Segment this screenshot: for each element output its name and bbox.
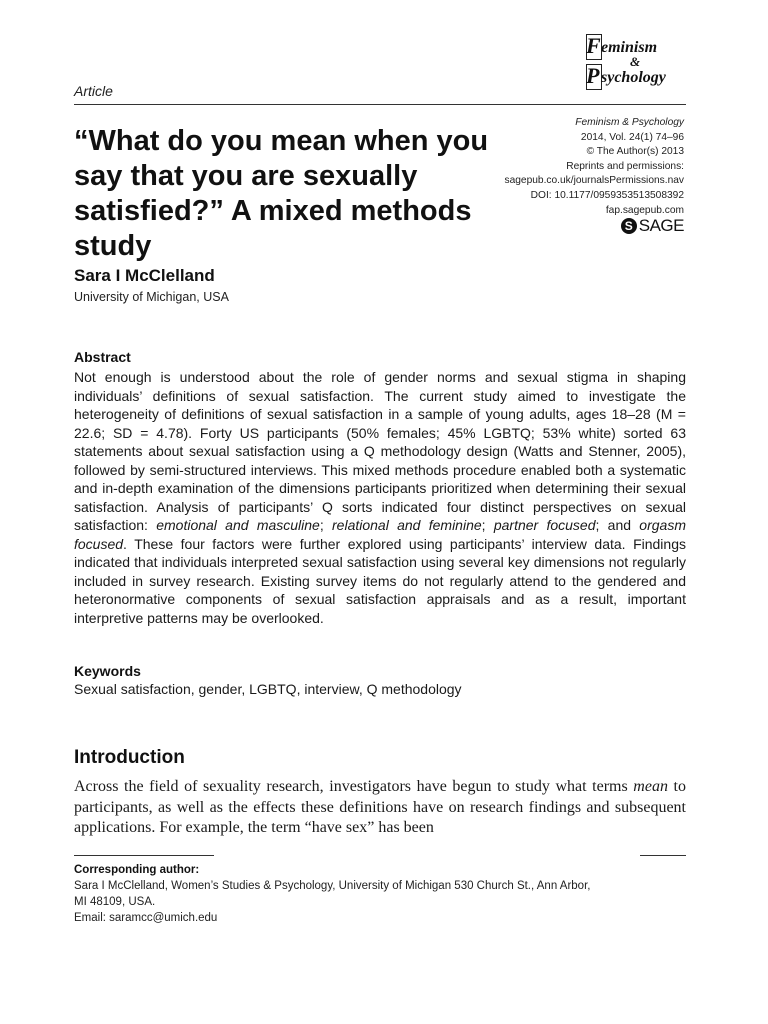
factor-partner-focused: partner focused	[493, 517, 596, 533]
introduction-heading: Introduction	[74, 747, 185, 768]
sage-wordmark: SAGE	[638, 216, 684, 235]
footnote-divider	[74, 855, 214, 856]
footnote-divider-right	[640, 855, 686, 856]
abstract-body-1: Not enough is understood about the role of gender norms and sexual stigma in shaping individuals’ definitions of sexual satisfaction. The current study aimed to investigate the heterogeneity of definitions of sexual satisfaction in a sample of young adults, ages 18–28 (M = 22.6; SD = 4.78). Forty US participants (50% females; 45% LGBTQ; 53% white) sorted 63 statements about sexual satisfaction using a Q methodology design (Watts and Stenner, 2005), followed by semi-structured interviews. This mixed methods procedure enabled both a systematic and in-depth examination of the dimensions participants prioritized when determining their sexual satisfaction. Analysis of participants’ Q sorts indicated four distinct perspectives on sexual satisfaction:	[74, 369, 686, 533]
corresponding-author-address: Sara I McClelland, Women’s Studies & Psychology, University of Michigan 530 Church St., Ann Arbor,	[74, 880, 591, 892]
copyright-notice: © The Author(s) 2013	[586, 146, 684, 158]
journal-website-link[interactable]: fap.sagepub.com	[605, 204, 684, 216]
keywords-list: Sexual satisfaction, gender, LGBTQ, interview, Q methodology	[74, 681, 462, 697]
author-name: Sara I McClelland	[74, 266, 215, 285]
corresponding-author-email[interactable]: Email: saramcc@umich.edu	[74, 912, 218, 924]
intro-body-2: to participants, as well as the effects these definitions have on research findings and subsequent applications. For example, the term “have sex” has been	[74, 778, 686, 836]
keywords-heading: Keywords	[74, 663, 141, 679]
author-affiliation: University of Michigan, USA	[74, 290, 229, 304]
abstract-text	[74, 368, 686, 627]
article-metadata	[504, 116, 684, 218]
factor-emotional-masculine: emotional and masculine	[156, 517, 320, 533]
doi[interactable]: DOI: 10.1177/0959353513508392	[530, 189, 684, 201]
intro-body-1: Across the field of sexuality research, investigators have begun to study what terms	[74, 778, 634, 795]
introduction-text	[74, 777, 686, 839]
abstract-separator: ;	[481, 517, 494, 533]
factor-orgasm-focused: orgasm focused	[74, 517, 686, 552]
logo-word-psychology: sychology	[601, 69, 666, 86]
abstract-body-2: . These four factors were further explored using participants’ interview data. Findings indicated that individuals interpreted sexual satisfaction using several key dimensions not regularly included in survey research. Existing survey items do not regularly attend to the gendered and heteronormative components of sexual satisfaction appraisals and as a result, important interpretive patterns may be overlooked.	[74, 535, 686, 626]
article-title: “What do you mean when you say that you are sexually satisfied?” A mixed methods study	[74, 125, 489, 262]
corresponding-author-address-2: MI 48109, USA.	[74, 896, 156, 908]
header-divider	[74, 104, 686, 105]
journal-logo	[586, 34, 696, 94]
corresponding-author-heading: Corresponding author:	[74, 864, 200, 876]
volume-info: 2014, Vol. 24(1) 74–96	[580, 131, 684, 143]
abstract-separator: ;	[319, 517, 333, 533]
article-type-label: Article	[74, 83, 113, 99]
logo-letter-p: P	[586, 63, 600, 88]
abstract-heading: Abstract	[74, 349, 131, 365]
sage-mark-icon: S	[621, 218, 637, 234]
logo-ampersand: &	[630, 54, 641, 69]
logo-letter-f: F	[586, 33, 601, 58]
intro-emphasis: mean	[633, 778, 668, 795]
permissions-link[interactable]: sagepub.co.uk/journalsPermissions.nav	[504, 175, 684, 187]
sage-logo	[621, 216, 684, 236]
logo-word-feminism: eminism	[601, 39, 658, 56]
journal-name: Feminism & Psychology	[575, 117, 684, 128]
abstract-separator: ; and	[595, 517, 640, 533]
factor-relational-feminine: relational and feminine	[332, 517, 482, 533]
reprints-label: Reprints and permissions:	[566, 160, 684, 172]
